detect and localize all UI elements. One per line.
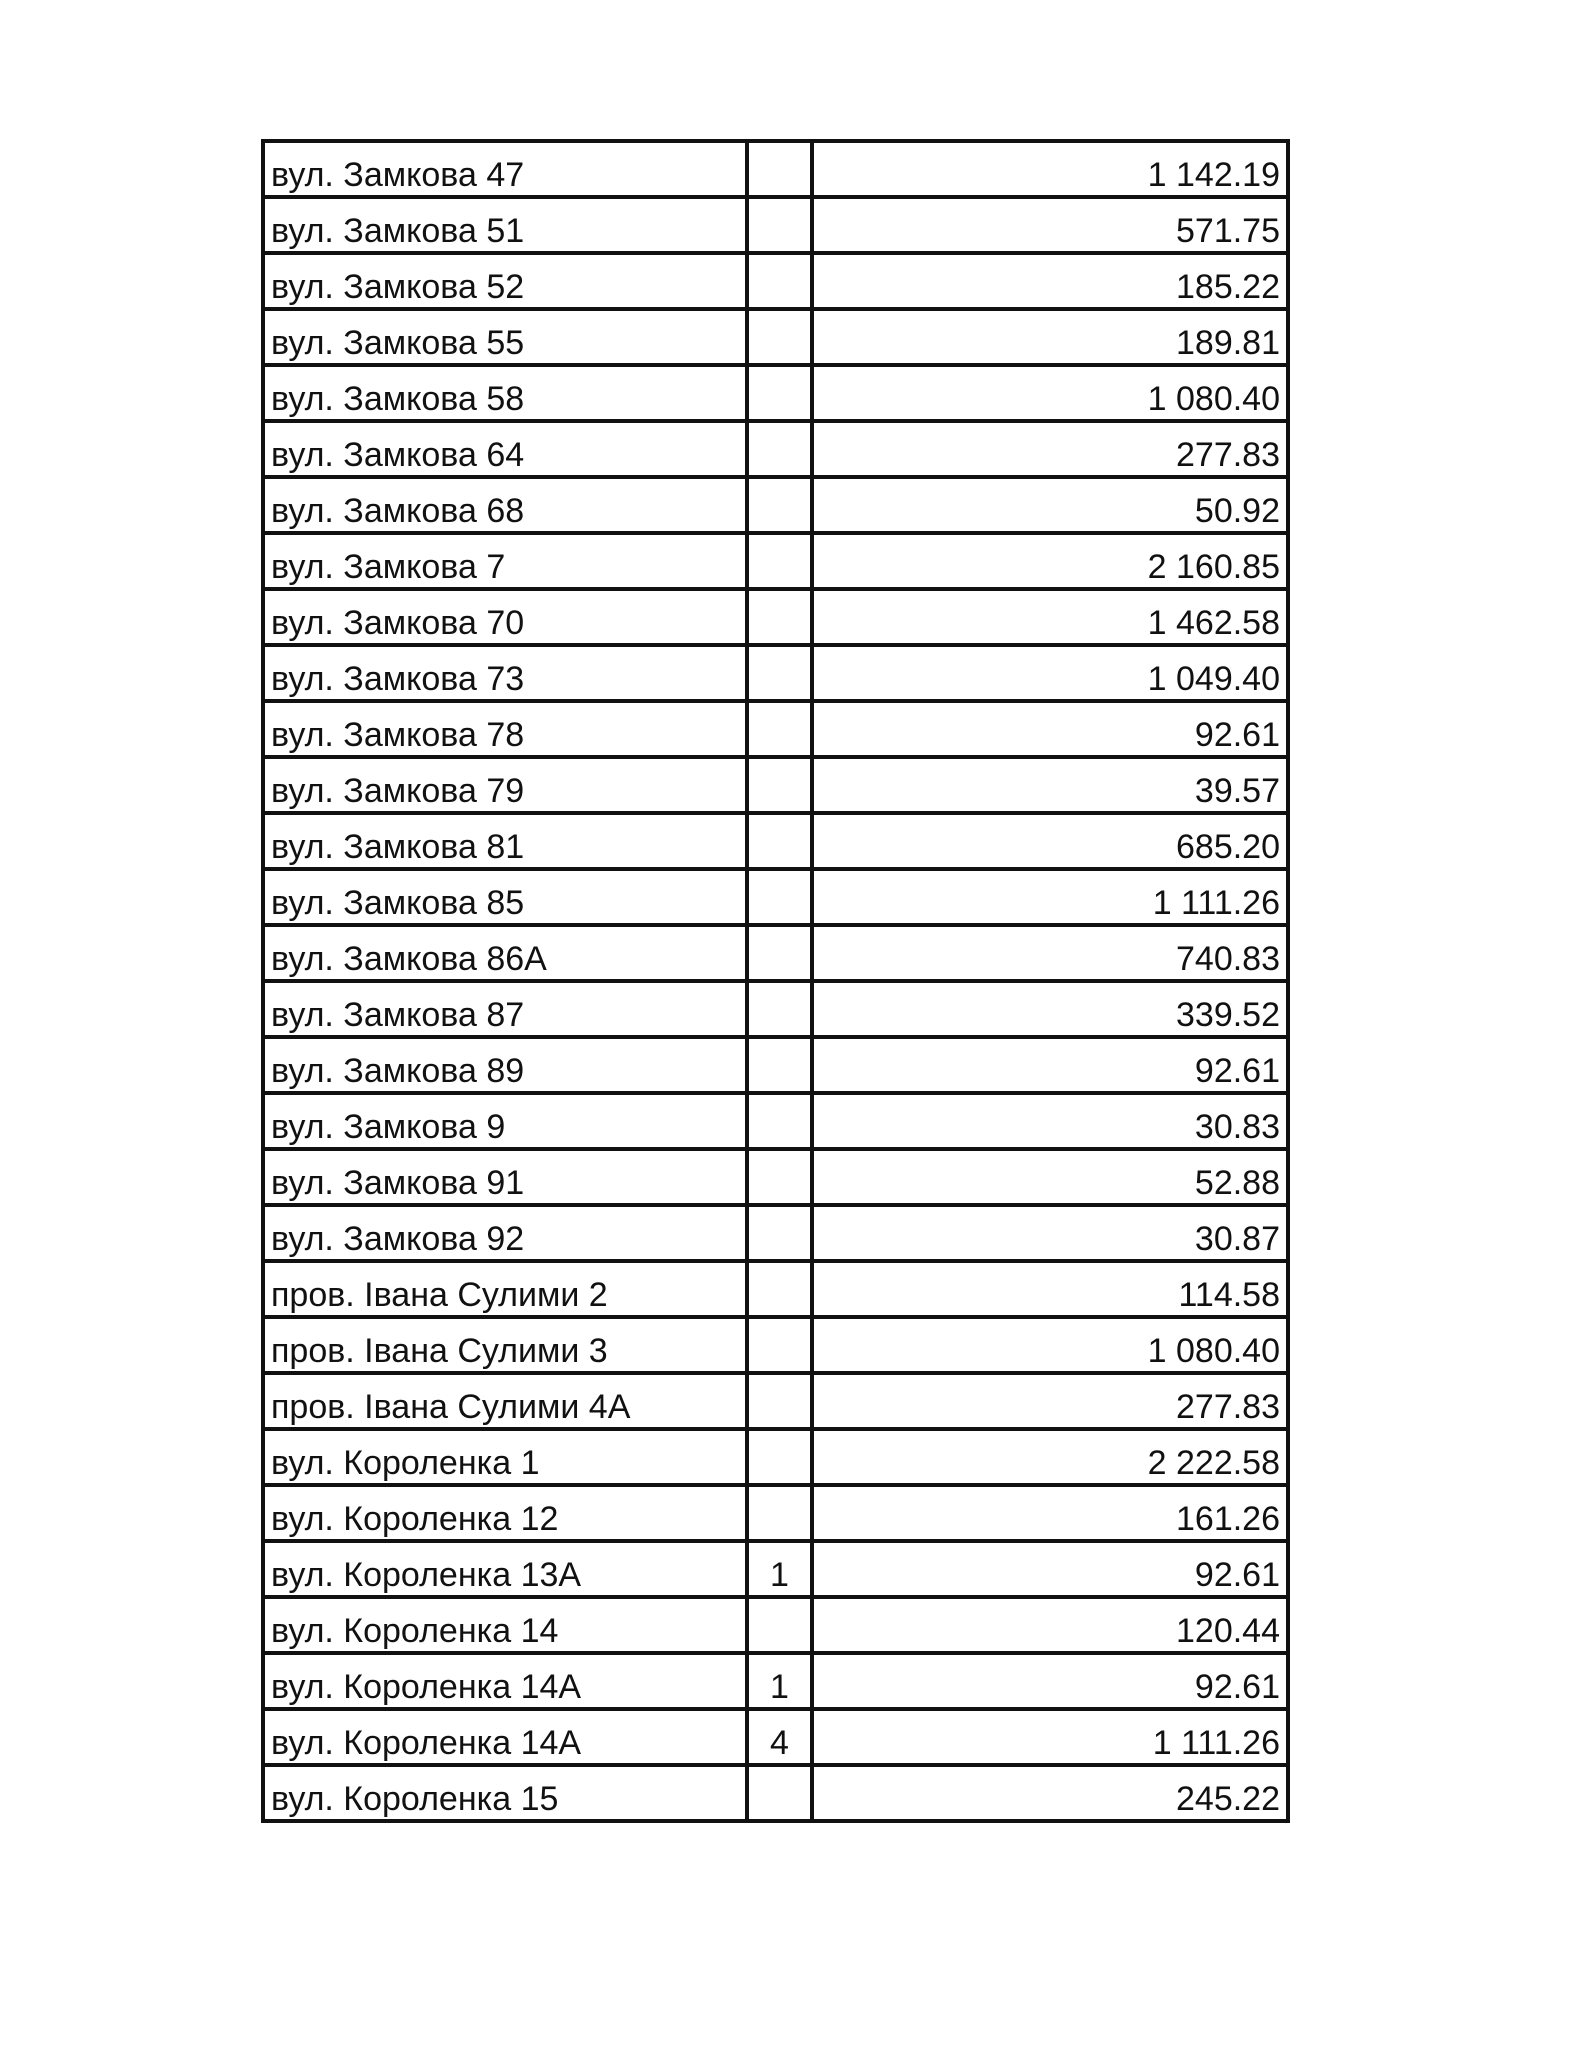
address-cell: вул. Замкова 89 [263, 1037, 747, 1093]
table-row [263, 1597, 1288, 1653]
count-cell [747, 1317, 812, 1373]
amount-cell: 277.83 [812, 421, 1288, 477]
table-row [263, 1429, 1288, 1485]
count-cell [747, 477, 812, 533]
amount-cell: 30.83 [812, 1093, 1288, 1149]
amount-cell: 185.22 [812, 253, 1288, 309]
count-cell [747, 1485, 812, 1541]
table-row [263, 1317, 1288, 1373]
count-cell [747, 1093, 812, 1149]
amount-cell: 245.22 [812, 1765, 1288, 1821]
amount-cell: 114.58 [812, 1261, 1288, 1317]
count-cell: 1 [747, 1541, 812, 1597]
amount-cell: 1 142.19 [812, 141, 1288, 197]
table-row [263, 1653, 1288, 1709]
count-cell [747, 1429, 812, 1485]
table-row [263, 701, 1288, 757]
amount-cell: 92.61 [812, 1037, 1288, 1093]
table-row [263, 981, 1288, 1037]
amount-cell: 571.75 [812, 197, 1288, 253]
count-cell [747, 309, 812, 365]
address-table [261, 139, 1290, 1823]
count-cell: 1 [747, 1653, 812, 1709]
address-cell: вул. Короленка 1 [263, 1429, 747, 1485]
table-row [263, 1373, 1288, 1429]
amount-cell: 50.92 [812, 477, 1288, 533]
amount-cell: 1 049.40 [812, 645, 1288, 701]
address-cell: вул. Замкова 73 [263, 645, 747, 701]
amount-cell: 2 222.58 [812, 1429, 1288, 1485]
address-cell: вул. Замкова 92 [263, 1205, 747, 1261]
count-cell [747, 421, 812, 477]
table-row [263, 813, 1288, 869]
amount-cell: 92.61 [812, 1541, 1288, 1597]
amount-cell: 30.87 [812, 1205, 1288, 1261]
count-cell [747, 533, 812, 589]
amount-cell: 339.52 [812, 981, 1288, 1037]
address-cell: вул. Замкова 81 [263, 813, 747, 869]
address-cell: вул. Замкова 7 [263, 533, 747, 589]
amount-cell: 92.61 [812, 701, 1288, 757]
address-cell: вул. Замкова 68 [263, 477, 747, 533]
address-cell: вул. Короленка 15 [263, 1765, 747, 1821]
table-row [263, 309, 1288, 365]
count-cell [747, 813, 812, 869]
address-cell: вул. Короленка 13А [263, 1541, 747, 1597]
table-row [263, 1149, 1288, 1205]
count-cell [747, 1765, 812, 1821]
amount-cell: 685.20 [812, 813, 1288, 869]
table-row [263, 533, 1288, 589]
address-cell: пров. Івана Сулими 4А [263, 1373, 747, 1429]
count-cell [747, 869, 812, 925]
address-cell: вул. Короленка 14А [263, 1653, 747, 1709]
count-cell [747, 589, 812, 645]
table-row [263, 589, 1288, 645]
count-cell [747, 645, 812, 701]
count-cell [747, 253, 812, 309]
count-cell [747, 925, 812, 981]
address-cell: вул. Замкова 70 [263, 589, 747, 645]
address-cell: вул. Короленка 14А [263, 1709, 747, 1765]
amount-cell: 189.81 [812, 309, 1288, 365]
table-row [263, 1485, 1288, 1541]
amount-cell: 740.83 [812, 925, 1288, 981]
count-cell [747, 1261, 812, 1317]
address-table-body [263, 141, 1288, 1821]
address-cell: вул. Замкова 64 [263, 421, 747, 477]
table-row [263, 477, 1288, 533]
amount-cell: 52.88 [812, 1149, 1288, 1205]
count-cell [747, 757, 812, 813]
table-row [263, 1261, 1288, 1317]
count-cell [747, 365, 812, 421]
amount-cell: 120.44 [812, 1597, 1288, 1653]
table-row [263, 1765, 1288, 1821]
table-row [263, 253, 1288, 309]
table-row [263, 421, 1288, 477]
address-cell: вул. Замкова 87 [263, 981, 747, 1037]
count-cell [747, 1149, 812, 1205]
address-cell: вул. Короленка 14 [263, 1597, 747, 1653]
amount-cell: 39.57 [812, 757, 1288, 813]
address-cell: вул. Замкова 85 [263, 869, 747, 925]
count-cell [747, 1597, 812, 1653]
address-cell: вул. Короленка 12 [263, 1485, 747, 1541]
address-cell: вул. Замкова 52 [263, 253, 747, 309]
amount-cell: 1 111.26 [812, 1709, 1288, 1765]
table-row [263, 1093, 1288, 1149]
address-cell: пров. Івана Сулими 3 [263, 1317, 747, 1373]
count-cell [747, 1037, 812, 1093]
amount-cell: 277.83 [812, 1373, 1288, 1429]
table-row [263, 197, 1288, 253]
table-row [263, 1541, 1288, 1597]
address-cell: вул. Замкова 55 [263, 309, 747, 365]
table-row [263, 757, 1288, 813]
address-cell: вул. Замкова 9 [263, 1093, 747, 1149]
amount-cell: 2 160.85 [812, 533, 1288, 589]
amount-cell: 1 111.26 [812, 869, 1288, 925]
address-cell: пров. Івана Сулими 2 [263, 1261, 747, 1317]
amount-cell: 92.61 [812, 1653, 1288, 1709]
table-row [263, 1205, 1288, 1261]
count-cell: 4 [747, 1709, 812, 1765]
table-row [263, 365, 1288, 421]
table-row [263, 925, 1288, 981]
amount-cell: 1 462.58 [812, 589, 1288, 645]
address-cell: вул. Замкова 78 [263, 701, 747, 757]
table-row [263, 1709, 1288, 1765]
table-row [263, 141, 1288, 197]
address-cell: вул. Замкова 58 [263, 365, 747, 421]
table-row [263, 869, 1288, 925]
address-cell: вул. Замкова 51 [263, 197, 747, 253]
address-cell: вул. Замкова 47 [263, 141, 747, 197]
table-row [263, 645, 1288, 701]
address-cell: вул. Замкова 79 [263, 757, 747, 813]
count-cell [747, 701, 812, 757]
count-cell [747, 1373, 812, 1429]
table-row [263, 1037, 1288, 1093]
count-cell [747, 1205, 812, 1261]
count-cell [747, 197, 812, 253]
amount-cell: 1 080.40 [812, 1317, 1288, 1373]
count-cell [747, 981, 812, 1037]
address-cell: вул. Замкова 86А [263, 925, 747, 981]
amount-cell: 161.26 [812, 1485, 1288, 1541]
count-cell [747, 141, 812, 197]
address-cell: вул. Замкова 91 [263, 1149, 747, 1205]
amount-cell: 1 080.40 [812, 365, 1288, 421]
